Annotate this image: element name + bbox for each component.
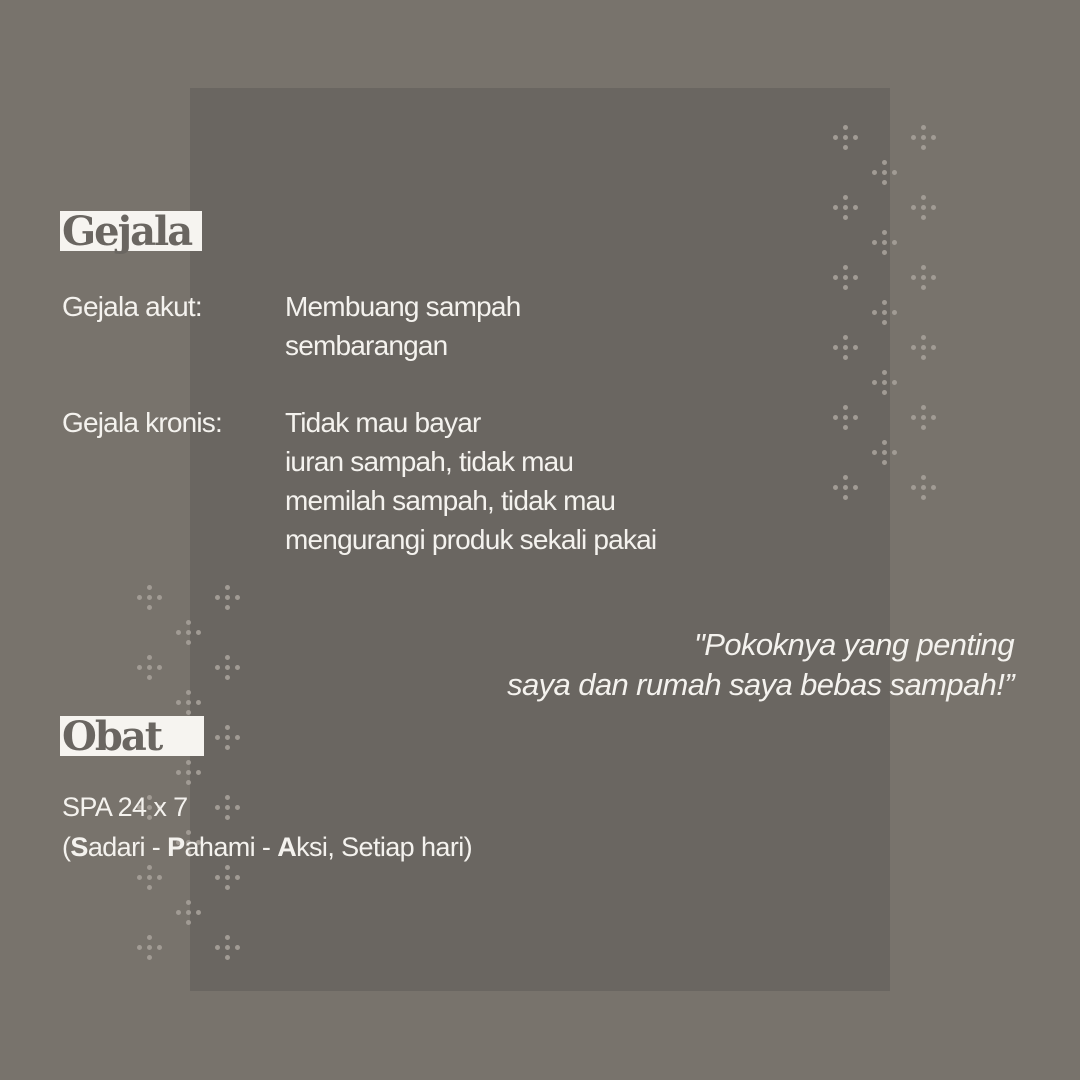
dot: [137, 945, 142, 950]
dot: [147, 675, 152, 680]
dot: [843, 195, 848, 200]
dot: [176, 770, 181, 775]
dot: [843, 425, 848, 430]
dot: [833, 415, 838, 420]
dot: [225, 595, 230, 600]
dot: [843, 135, 848, 140]
dot: [892, 240, 897, 245]
obat-acronym-line: [62, 829, 472, 865]
dot: [147, 595, 152, 600]
dot: [921, 215, 926, 220]
dot: [186, 620, 191, 625]
dot: [186, 630, 191, 635]
dot: [872, 380, 877, 385]
dot: [147, 605, 152, 610]
dot: [921, 415, 926, 420]
dot: [921, 355, 926, 360]
dot: [147, 955, 152, 960]
acronym-word: ksi, Setiap hari): [296, 832, 472, 862]
dot: [882, 310, 887, 315]
dot: [196, 910, 201, 915]
dot: [225, 655, 230, 660]
dot: [911, 415, 916, 420]
dot: [921, 335, 926, 340]
dot: [833, 205, 838, 210]
acronym-letter-p: P: [167, 832, 185, 862]
dot: [186, 770, 191, 775]
dot: [833, 485, 838, 490]
dot: [882, 250, 887, 255]
dot: [147, 935, 152, 940]
acronym-letter-s: S: [70, 832, 88, 862]
obat-spa-line: SPA 24 x 7: [62, 792, 188, 822]
dot: [882, 460, 887, 465]
dot: [921, 405, 926, 410]
obat-heading-text: Obat: [62, 713, 162, 760]
dot: [843, 355, 848, 360]
dot: [225, 865, 230, 870]
dot: [921, 425, 926, 430]
dot: [147, 885, 152, 890]
quote: [507, 625, 1014, 705]
dot: [147, 655, 152, 660]
dot: [186, 780, 191, 785]
dot: [921, 145, 926, 150]
dot: [225, 815, 230, 820]
dot: [882, 160, 887, 165]
dot: [882, 240, 887, 245]
acronym-word: adari -: [87, 832, 168, 862]
gejala-heading-text: Gejala: [62, 208, 192, 255]
dot: [196, 630, 201, 635]
dot: [147, 585, 152, 590]
dot: [853, 345, 858, 350]
dot: [853, 485, 858, 490]
dot: [833, 135, 838, 140]
dot: [186, 900, 191, 905]
chronic-line: Tidak mau bayar: [285, 407, 481, 438]
dot: [225, 955, 230, 960]
dot: [921, 125, 926, 130]
dot: [225, 665, 230, 670]
gejala-heading: [60, 208, 202, 255]
dot: [833, 345, 838, 350]
dot: [843, 275, 848, 280]
dot: [186, 710, 191, 715]
acute-text: [285, 287, 520, 365]
dot: [225, 745, 230, 750]
dot: [186, 910, 191, 915]
dot: [157, 875, 162, 880]
dot: [843, 495, 848, 500]
dot: [225, 885, 230, 890]
dot: [882, 320, 887, 325]
dot: [215, 665, 220, 670]
dot: [853, 135, 858, 140]
obat-heading: [60, 713, 204, 760]
dot: [911, 135, 916, 140]
dot: [931, 135, 936, 140]
dot: [225, 875, 230, 880]
dot: [892, 310, 897, 315]
dot: [931, 205, 936, 210]
dot: [931, 485, 936, 490]
dot: [147, 865, 152, 870]
acronym-word: ahami -: [184, 832, 278, 862]
acronym-letter-a: A: [277, 832, 297, 862]
dot: [186, 920, 191, 925]
dot: [235, 665, 240, 670]
dot: [921, 205, 926, 210]
dot: [225, 605, 230, 610]
dot: [911, 275, 916, 280]
dot: [215, 875, 220, 880]
dot: [872, 170, 877, 175]
dot: [931, 345, 936, 350]
dot: [882, 440, 887, 445]
dot: [137, 875, 142, 880]
dot: [157, 945, 162, 950]
dot: [225, 795, 230, 800]
dot: [225, 805, 230, 810]
dot: [186, 640, 191, 645]
chronic-line: mengurangi produk sekali pakai: [285, 524, 657, 555]
dot: [911, 485, 916, 490]
dot: [931, 275, 936, 280]
dot: [843, 475, 848, 480]
dot: [225, 585, 230, 590]
dot: [215, 735, 220, 740]
chronic-line: memilah sampah, tidak mau: [285, 485, 616, 516]
dot: [843, 285, 848, 290]
quote-line: "Pokoknya yang penting: [693, 627, 1014, 662]
dot: [196, 770, 201, 775]
dot: [882, 170, 887, 175]
dot: [843, 335, 848, 340]
dot: [921, 195, 926, 200]
chronic-line: iuran sampah, tidak mau: [285, 446, 574, 477]
dot: [921, 265, 926, 270]
dot: [921, 135, 926, 140]
dot: [225, 935, 230, 940]
dot: [872, 240, 877, 245]
dot: [882, 450, 887, 455]
dot: [225, 725, 230, 730]
dot: [872, 450, 877, 455]
dot: [921, 475, 926, 480]
dot: [157, 665, 162, 670]
dot: [147, 665, 152, 670]
dot: [892, 380, 897, 385]
dot: [921, 285, 926, 290]
dot: [186, 700, 191, 705]
chronic-text: [285, 403, 656, 559]
dot: [225, 675, 230, 680]
dot: [853, 205, 858, 210]
dot: [892, 170, 897, 175]
dot: [843, 415, 848, 420]
dot: [147, 875, 152, 880]
dot: [882, 300, 887, 305]
dot: [225, 735, 230, 740]
dot: [882, 230, 887, 235]
dot: [921, 485, 926, 490]
dot: [843, 405, 848, 410]
acute-label: Gejala akut:: [62, 291, 202, 322]
dot: [186, 690, 191, 695]
dot: [137, 595, 142, 600]
dot: [882, 370, 887, 375]
dot: [843, 125, 848, 130]
paren: (: [62, 832, 71, 862]
dot: [215, 595, 220, 600]
dot: [225, 945, 230, 950]
dot: [931, 415, 936, 420]
dot: [147, 945, 152, 950]
dot: [843, 145, 848, 150]
dot: [892, 450, 897, 455]
dot: [853, 275, 858, 280]
dot: [921, 345, 926, 350]
dot: [833, 275, 838, 280]
dot: [882, 180, 887, 185]
acute-line: sembarangan: [285, 330, 448, 361]
dot: [215, 945, 220, 950]
dot: [176, 910, 181, 915]
dot: [882, 390, 887, 395]
chronic-label: Gejala kronis:: [62, 407, 222, 438]
dot: [853, 415, 858, 420]
dot: [843, 345, 848, 350]
dot: [911, 205, 916, 210]
dot: [872, 310, 877, 315]
dot: [235, 735, 240, 740]
dot: [843, 205, 848, 210]
dot: [235, 595, 240, 600]
dot: [215, 805, 220, 810]
dot: [921, 495, 926, 500]
dot: [843, 265, 848, 270]
dot: [843, 215, 848, 220]
dot: [157, 595, 162, 600]
quote-line: saya dan rumah saya bebas sampah!”: [507, 667, 1014, 702]
dot: [843, 485, 848, 490]
dot: [235, 875, 240, 880]
dot: [921, 275, 926, 280]
dot: [137, 665, 142, 670]
dot: [235, 805, 240, 810]
dot: [911, 345, 916, 350]
dot: [176, 630, 181, 635]
acute-line: Membuang sampah: [285, 291, 521, 322]
dot: [882, 380, 887, 385]
dot: [235, 945, 240, 950]
dot: [176, 700, 181, 705]
dot: [196, 700, 201, 705]
dot: [186, 760, 191, 765]
